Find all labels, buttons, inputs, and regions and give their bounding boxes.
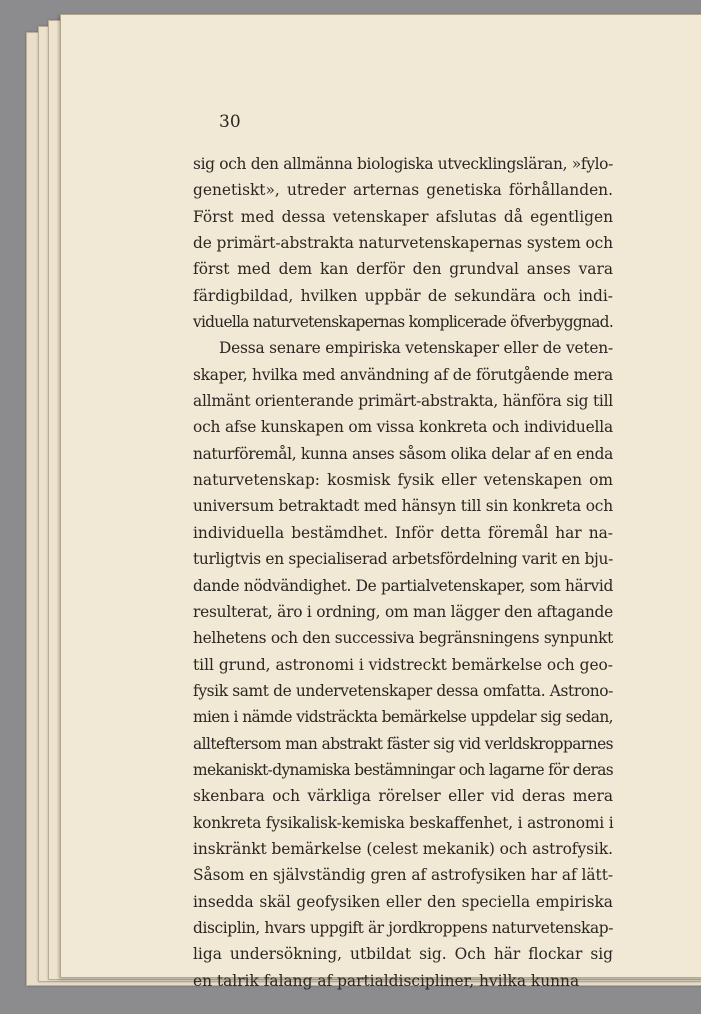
text-line: genetiskt», utreder arternas genetiska förhållanden. — [193, 181, 613, 200]
text-line: resulterat, äro i ordning, om man lägger den aftagande — [193, 602, 613, 621]
text-line: helhetens och den successiva begränsningens synpunkt — [193, 629, 613, 648]
text-line: turligtvis en specialiserad arbetsfördelning varit en bju- — [193, 550, 613, 569]
text-line: allmänt orienterande primärt-abstrakta, hänföra sig till — [193, 392, 613, 411]
text-line: skaper, hvilka med användning af de förutgående mera — [193, 365, 613, 384]
text-line: allteftersom man abstrakt fäster sig vid verldskropparnes — [193, 734, 613, 753]
text-line: inskränkt bemärkelse (celest mekanik) och astrofysik. — [193, 839, 613, 858]
text-line: disciplin, hvars uppgift är jordkroppens naturvetenskap- — [193, 918, 613, 937]
text-line: universum betraktadt med hänsyn till sin konkreta och — [193, 497, 613, 516]
text-line: liga undersökning, utbildat sig. Och här flockar sig — [193, 945, 613, 964]
text-line: sig och den allmänna biologiska utvecklingsläran, »fylo- — [193, 155, 613, 173]
body-text — [193, 151, 613, 994]
text-line: de primärt-abstrakta naturvetenskapernas system och — [193, 234, 613, 253]
text-line: mekaniskt-dynamiska bestämningar och lagarne för deras — [193, 760, 613, 779]
text-line: färdigbildad, hvilken uppbär de sekundära och indi- — [193, 286, 613, 305]
text-line: Först med dessa vetenskaper afslutas då egentligen — [193, 207, 613, 226]
text-line: naturvetenskap: kosmisk fysik eller vetenskapen om — [193, 471, 613, 490]
text-line: konkreta fysikalisk-kemiska beskaffenhet, i astronomi i — [193, 813, 614, 832]
text-line: till grund, astronomi i vidstreckt bemärkelse och geo- — [193, 655, 614, 674]
text-line: fysik samt de undervetenskaper dessa omfatta. Astrono- — [193, 681, 613, 700]
text-line: Dessa senare empiriska vetenskaper eller de veten- — [219, 339, 613, 358]
book-page — [60, 14, 701, 990]
text-line: Såsom en självständig gren af astrofysiken har af lätt- — [193, 866, 613, 885]
text-line: en talrik falang af partialdiscipliner, hvilka kunna — [193, 971, 580, 990]
page-number: 30 — [219, 112, 241, 132]
text-line: skenbara och värkliga rörelser eller vid deras mera — [193, 787, 613, 806]
text-line: insedda skäl geofysiken eller den speciella empiriska — [193, 892, 613, 911]
text-line: viduella naturvetenskapernas komplicerade öfverbyggnad. — [193, 313, 613, 332]
text-line: och afse kunskapen om vissa konkreta och individuella — [193, 418, 613, 437]
text-line: först med dem kan derför den grundval anses vara — [193, 260, 613, 279]
text-line: mien i nämde vidsträckta bemärkelse uppdelar sig sedan, — [193, 708, 613, 727]
text-line: naturföremål, kunna anses såsom olika delar af en enda — [193, 444, 613, 463]
text-line: individuella bestämdhet. Inför detta föremål har na- — [193, 523, 613, 542]
text-line: dande nödvändighet. De partialvetenskaper, som härvid — [193, 576, 613, 595]
